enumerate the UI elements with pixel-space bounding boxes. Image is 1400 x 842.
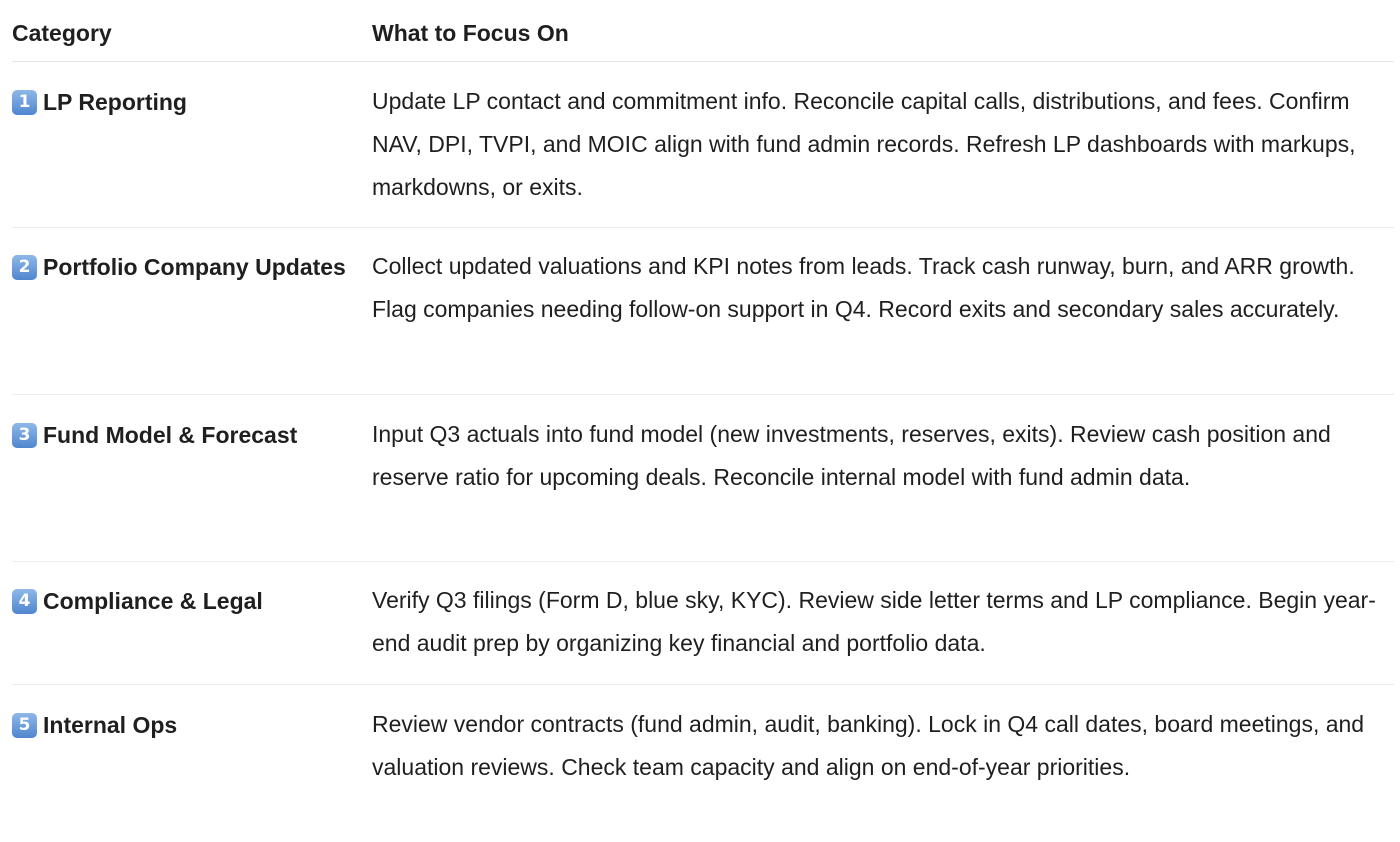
keycap-4-icon: 4 [12,589,37,614]
keycap-2-icon: 2 [12,255,37,280]
keycap-1-icon: 1 [12,90,37,115]
category-cell [12,80,372,227]
focus-cell: Collect updated valuations and KPI notes from leads. Track cash runway, burn, and ARR growth. Flag companies needing follow-on support in Q4. Record exits and secondary sales accurately. [372,253,1355,322]
focus-cell: Verify Q3 filings (Form D, blue sky, KYC). Review side letter terms and LP compliance. Begin year-end audit prep by organizing key financial and portfolio data. [372,587,1376,656]
focus-cell: Input Q3 actuals into fund model (new investments, reserves, exits). Review cash position and reserve ratio for upcoming deals. Reconcile internal model with fund admin data. [372,421,1331,490]
focus-cell: Update LP contact and commitment info. Reconcile capital calls, distributions, and fees. Confirm NAV, DPI, TVPI, and MOIC align with fund admin records. Refresh LP dashboards with markups, markdowns, or exits. [372,88,1356,200]
keycap-3-icon: 3 [12,423,37,448]
category-label: LP Reporting [43,89,187,115]
table-header [12,0,1394,62]
table-row [12,562,1394,685]
header-focus: What to Focus On [372,20,569,46]
category-cell [12,413,372,561]
focus-table [12,0,1394,842]
header-category: Category [12,20,112,46]
table-row [12,395,1394,562]
keycap-5-icon: 5 [12,713,37,738]
category-cell [12,703,372,842]
table-row [12,685,1394,842]
category-label: Portfolio Company Updates [43,254,346,280]
table-row [12,228,1394,395]
category-label: Compliance & Legal [43,588,263,614]
table-row [12,62,1394,228]
category-label: Fund Model & Forecast [43,422,298,448]
category-label: Internal Ops [43,712,178,738]
category-cell [12,245,372,394]
category-cell [12,579,372,684]
focus-cell: Review vendor contracts (fund admin, audit, banking). Lock in Q4 call dates, board meetings, and valuation reviews. Check team capacity and align on end-of-year priorities. [372,711,1365,780]
